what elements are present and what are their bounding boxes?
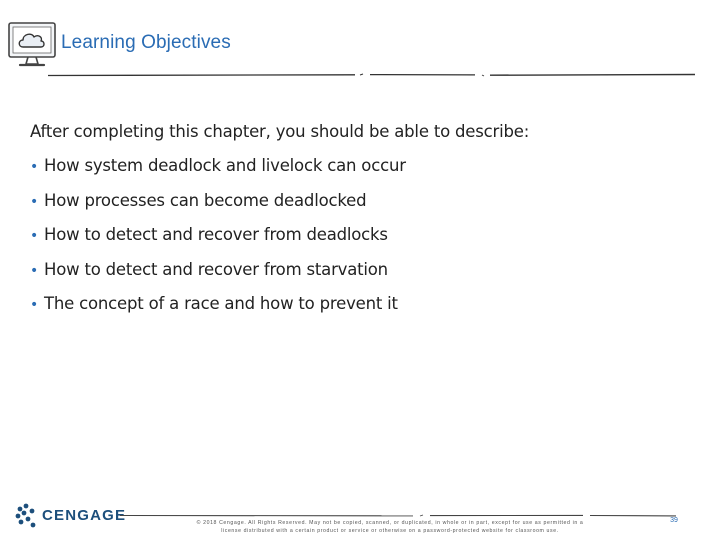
- objective-item: [30, 225, 690, 260]
- objective-item: [30, 156, 690, 191]
- cengage-logo: [14, 500, 127, 530]
- objectives-section: [30, 122, 690, 329]
- objective-text: How system deadlock and livelock can occur: [44, 156, 406, 175]
- bullet-icon: •: [30, 228, 39, 244]
- copyright-notice: [180, 519, 600, 535]
- bullet-icon: •: [30, 193, 39, 210]
- slide-title: Learning Objectives: [61, 32, 231, 53]
- objective-item: [30, 260, 690, 295]
- objective-text: How to detect and recover from starvation: [44, 259, 388, 279]
- objectives-list: [30, 156, 690, 329]
- objective-item: [30, 191, 690, 226]
- intro-text: After completing this chapter, you should be able to describe:: [30, 122, 530, 141]
- cengage-logo-icon: [14, 500, 38, 530]
- brand-name: CENGAGE: [42, 507, 127, 524]
- objective-text: How to detect and recover from deadlocks: [44, 225, 388, 244]
- objective-text: How processes can become deadlocked: [44, 190, 367, 210]
- page-number: 39: [670, 517, 678, 524]
- bullet-icon: •: [30, 297, 39, 313]
- copyright-line: © 2018 Cengage. All Rights Reserved. May not be copied, scanned, or duplicated, in whole or in part, except for use as permitted in a: [196, 520, 584, 526]
- bullet-icon: •: [30, 159, 39, 175]
- copyright-line: license distributed with a certain product or service or otherwise on a password-protected website for classroom use.: [221, 528, 559, 534]
- objective-text: The concept of a race and how to prevent it: [44, 294, 398, 313]
- objective-item: [30, 294, 690, 329]
- cloud-monitor-icon: [6, 18, 58, 72]
- bullet-icon: •: [30, 262, 39, 279]
- header-divider: [30, 70, 698, 80]
